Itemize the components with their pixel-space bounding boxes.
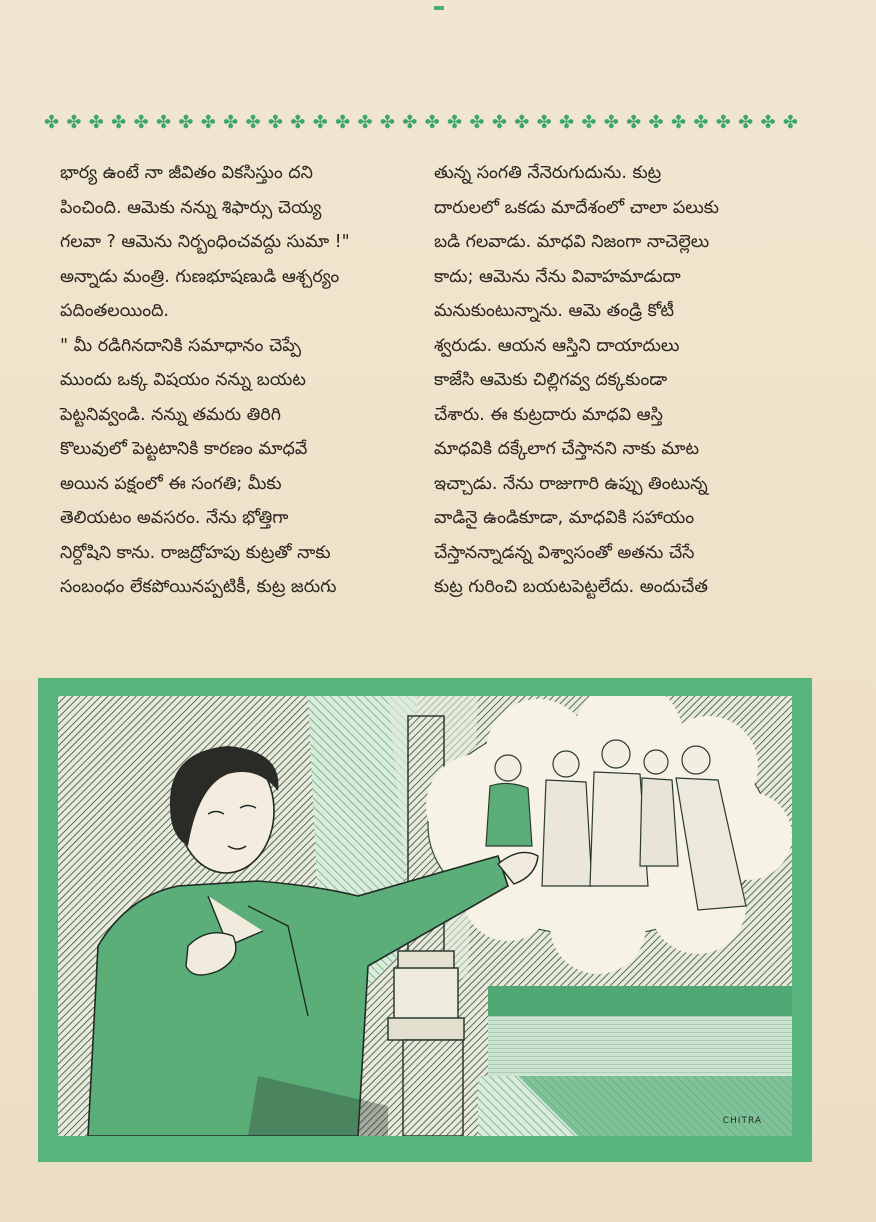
ornament-glyph: ✤ [447,112,463,133]
ornament-glyph: ✤ [223,112,239,133]
text-line: పించింది. ఆమెకు నన్ను శిఫార్సు చెయ్య [60,197,322,218]
ornament-glyph: ✤ [88,112,104,133]
ornamental-divider [44,112,798,134]
text-line: వాడినై ఉండికూడా, మాధవికి సహాయం [434,508,695,528]
ornament-glyph: ✤ [491,112,507,133]
ornament-glyph: ✤ [200,112,216,133]
text-line: శ్వరుడు. ఆయన ఆస్తిని దాయాదులు [434,335,680,356]
ornament-glyph: ✤ [626,112,642,133]
ornament-glyph: ✤ [335,112,351,133]
text-line: ముందు ఒక్క విషయం నన్ను బయట [60,370,306,390]
text-line: మాధవికి దక్కేలాగ చేస్తానని నాకు మాట [434,439,700,459]
text-line: మనుకుంటున్నాను. ఆమె తండ్రి కోటీ [434,301,675,321]
text-line: నిర్దోషిని కాను. రాజద్రోహపు కుట్రతో నాకు [60,542,331,563]
text-line: కాజేసి ఆమెకు చిల్లిగవ్వ దక్కకుండా [434,370,668,390]
ornament-glyph: ✤ [155,112,172,133]
illustration-drawing [58,696,792,1136]
ornament-glyph: ✤ [290,112,306,133]
ornament-glyph: ✤ [267,112,283,133]
text-line: తెలియటం అవసరం. నేను భోత్తిగా [60,508,289,528]
text-line: పదింతలయింది. [60,301,169,321]
ornament-glyph: ✤ [558,112,575,133]
illustration-frame [38,678,812,1162]
text-line: అయిన పక్షంలో ఈ సంగతి; మీకు [60,473,282,494]
ornament-glyph: ✤ [111,112,127,133]
ornament-glyph: ✤ [603,112,619,133]
right-text-column [434,156,804,605]
ornament-glyph: ✤ [469,112,485,133]
ornament-glyph: ✤ [536,112,552,133]
text-line: కొలువులో పెట్టటానికి కారణం మాధవే [60,439,308,459]
ornament-glyph: ✤ [738,112,754,133]
text-line: తున్న సంగతి నేనెరుగుదును. కుట్ర [434,163,662,183]
text-line: సంబంధం లేకపోయినప్పటికీ, కుట్ర జరుగు [60,577,337,597]
text-line: ఇచ్చాడు. నేను రాజుగారి ఉప్పు తింటున్న [434,473,708,494]
ornament-glyph: ✤ [379,112,395,133]
window-sill [488,986,792,1016]
text-line: కుట్ర గురించి బయటపెట్టలేదు. అందుచేత [434,577,708,597]
text-line: " మీ రడిగినదానికి సమాధానం చెప్పే [60,335,302,356]
ornament-glyph: ✤ [648,112,664,133]
ornament-glyph: ✤ [670,112,687,133]
text-line: కాదు; ఆమెను నేను వివాహమాడుదా [434,266,681,287]
ornament-glyph: ✤ [424,112,440,133]
text-line: దారులలో ఒకడు మాదేశంలో చాలా పలుకు [434,197,719,218]
ornament-glyph: ✤ [133,112,149,133]
ornament-glyph: ✤ [782,112,798,133]
text-line: భార్య ఉంటే నా జీవితం వికసిస్తుం దని [60,163,313,183]
illustration [58,696,792,1136]
text-line: గలవా ? ఆమెను నిర్బంధించవద్దు సుమా !" [60,232,350,252]
text-line: చేశారు. ఈ కుట్రదారు మాధవి ఆస్తి [434,404,663,425]
ornament-glyph: ✤ [44,112,60,133]
left-text-column [60,156,410,605]
text-line: బడి గలవాడు. మాధవి నిజంగా నాచెల్లెలు [434,232,710,252]
top-edge-mark [434,6,444,10]
text-line: అన్నాడు మంత్రి. గుణభూషణుడి ఆశ్చర్యం [60,266,340,287]
ornament-glyph: ✤ [715,112,731,133]
text-line: చేస్తానన్నాడన్న విశ్వాసంతో అతను చేసే [434,542,695,563]
ornament-glyph: ✤ [760,112,776,133]
ornament-glyph: ✤ [514,112,530,133]
artist-signature: CHITRA [722,1116,762,1126]
ornament-glyph: ✤ [312,112,328,133]
ornament-glyph: ✤ [581,112,597,133]
ornament-glyph: ✤ [693,112,709,133]
ornament-glyph: ✤ [66,112,82,133]
pedestal [394,968,458,1020]
ornament-glyph: ✤ [245,112,261,133]
text-line: పెట్టనివ్వండి. నన్ను తమరు తిరిగి [60,404,281,425]
ornament-glyph: ✤ [178,112,194,133]
ornament-glyph: ✤ [402,112,418,133]
ornament-glyph: ✤ [357,112,373,133]
